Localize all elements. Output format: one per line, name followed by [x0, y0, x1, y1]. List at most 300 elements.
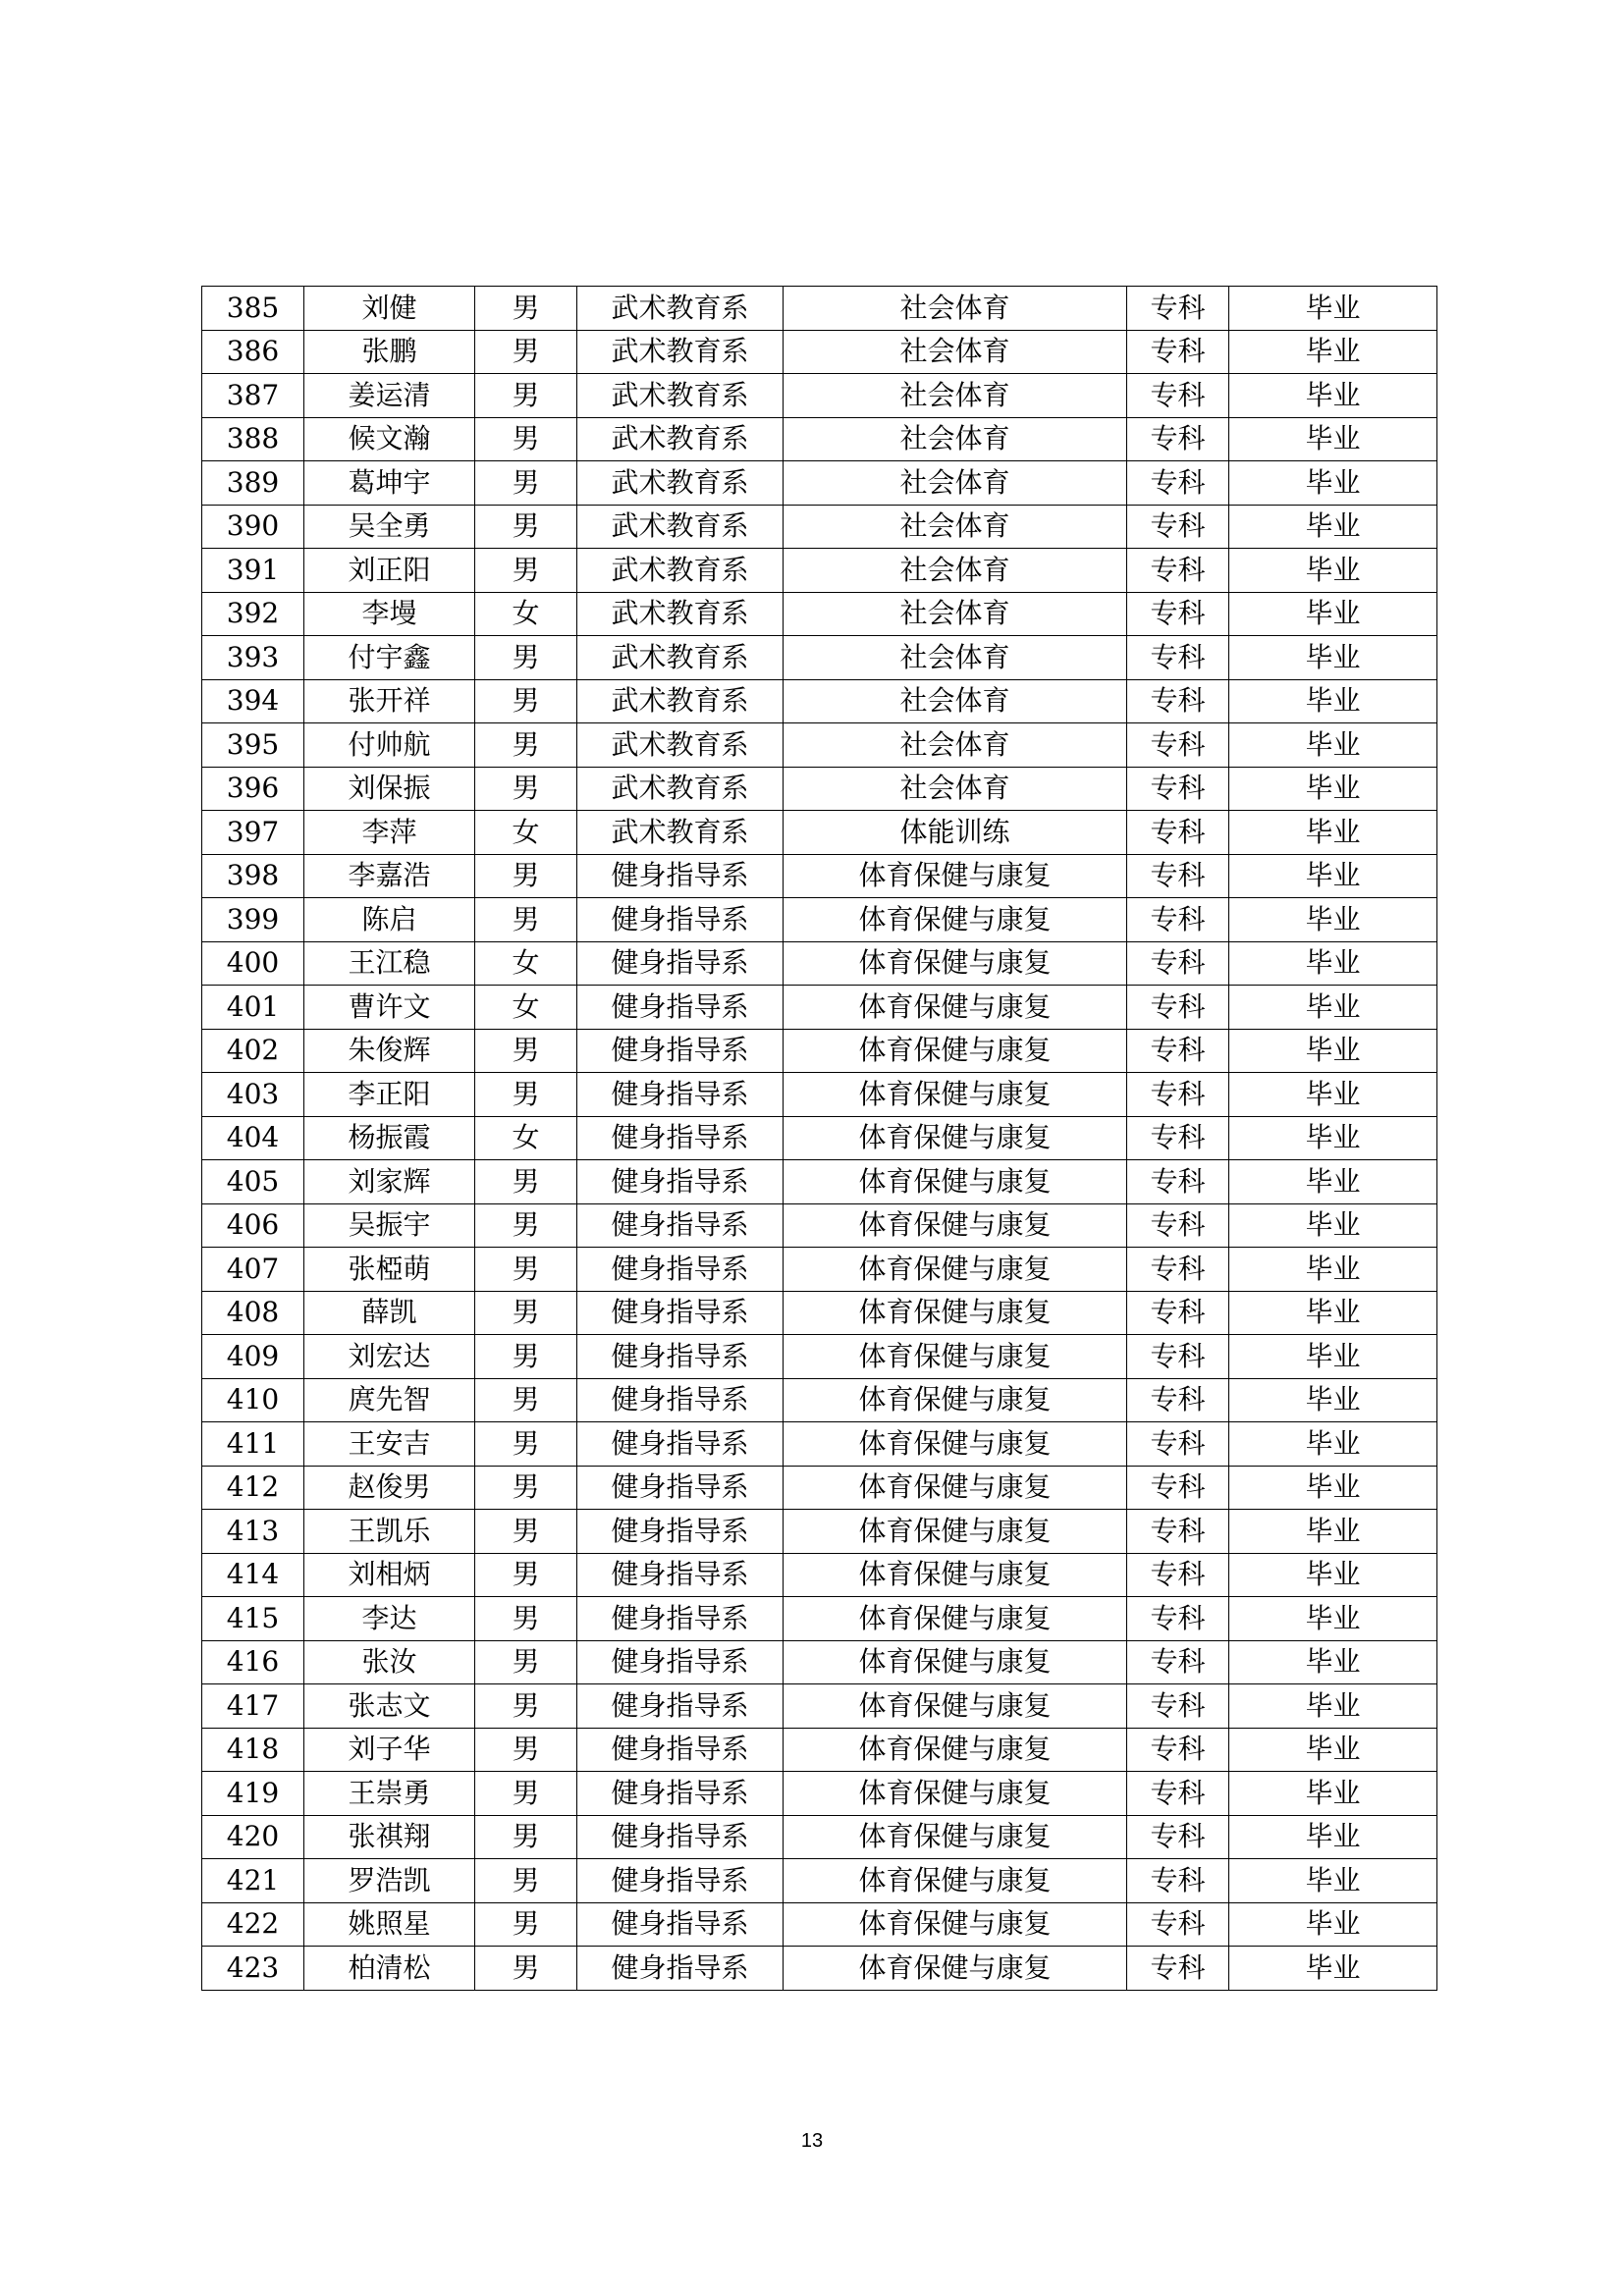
cell-level: 专科 — [1127, 330, 1229, 374]
cell-number: 414 — [202, 1553, 304, 1597]
cell-level: 专科 — [1127, 898, 1229, 942]
cell-level: 专科 — [1127, 1160, 1229, 1204]
cell-department: 健身指导系 — [577, 1597, 784, 1641]
cell-number: 408 — [202, 1291, 304, 1335]
cell-department: 健身指导系 — [577, 1248, 784, 1292]
cell-department: 健身指导系 — [577, 1378, 784, 1422]
table-row — [202, 1947, 1437, 1991]
cell-status: 毕业 — [1229, 1378, 1437, 1422]
cell-status: 毕业 — [1229, 1859, 1437, 1903]
cell-name: 刘子华 — [304, 1728, 475, 1772]
cell-number: 415 — [202, 1597, 304, 1641]
table-row — [202, 374, 1437, 418]
cell-number: 405 — [202, 1160, 304, 1204]
cell-status: 毕业 — [1229, 898, 1437, 942]
cell-number: 410 — [202, 1378, 304, 1422]
cell-name: 杨振霞 — [304, 1116, 475, 1160]
cell-major: 体育保健与康复 — [784, 1684, 1127, 1729]
cell-department: 武术教育系 — [577, 767, 784, 811]
cell-level: 专科 — [1127, 549, 1229, 593]
cell-status: 毕业 — [1229, 1335, 1437, 1379]
table-row — [202, 1073, 1437, 1117]
cell-major: 社会体育 — [784, 592, 1127, 636]
cell-department: 健身指导系 — [577, 1684, 784, 1729]
cell-gender: 男 — [475, 1422, 577, 1467]
cell-number: 416 — [202, 1640, 304, 1684]
cell-level: 专科 — [1127, 767, 1229, 811]
cell-name: 刘相炳 — [304, 1553, 475, 1597]
cell-status: 毕业 — [1229, 461, 1437, 506]
cell-gender: 男 — [475, 1203, 577, 1248]
cell-gender: 男 — [475, 1859, 577, 1903]
table-row — [202, 1859, 1437, 1903]
cell-status: 毕业 — [1229, 1073, 1437, 1117]
cell-level: 专科 — [1127, 1029, 1229, 1073]
cell-department: 健身指导系 — [577, 1291, 784, 1335]
cell-status: 毕业 — [1229, 287, 1437, 331]
cell-gender: 女 — [475, 811, 577, 855]
cell-status: 毕业 — [1229, 417, 1437, 461]
cell-gender: 男 — [475, 636, 577, 680]
cell-gender: 男 — [475, 1378, 577, 1422]
cell-number: 409 — [202, 1335, 304, 1379]
cell-name: 李达 — [304, 1597, 475, 1641]
cell-major: 体育保健与康复 — [784, 1510, 1127, 1554]
cell-gender: 男 — [475, 374, 577, 418]
cell-number: 400 — [202, 941, 304, 986]
cell-department: 武术教育系 — [577, 723, 784, 768]
cell-major: 体育保健与康复 — [784, 1902, 1127, 1947]
cell-name: 李萍 — [304, 811, 475, 855]
table-row — [202, 1684, 1437, 1729]
cell-status: 毕业 — [1229, 1466, 1437, 1510]
table-row — [202, 1335, 1437, 1379]
cell-level: 专科 — [1127, 1815, 1229, 1859]
cell-gender: 男 — [475, 898, 577, 942]
cell-level: 专科 — [1127, 941, 1229, 986]
cell-level: 专科 — [1127, 1902, 1229, 1947]
cell-level: 专科 — [1127, 854, 1229, 898]
cell-number: 403 — [202, 1073, 304, 1117]
cell-name: 刘保振 — [304, 767, 475, 811]
cell-status: 毕业 — [1229, 1116, 1437, 1160]
cell-department: 武术教育系 — [577, 374, 784, 418]
cell-major: 体育保健与康复 — [784, 986, 1127, 1030]
cell-status: 毕业 — [1229, 1203, 1437, 1248]
cell-name: 庹先智 — [304, 1378, 475, 1422]
cell-department: 健身指导系 — [577, 1510, 784, 1554]
cell-gender: 男 — [475, 1291, 577, 1335]
cell-gender: 女 — [475, 1116, 577, 1160]
cell-number: 389 — [202, 461, 304, 506]
cell-number: 404 — [202, 1116, 304, 1160]
table-row — [202, 330, 1437, 374]
cell-gender: 女 — [475, 986, 577, 1030]
cell-major: 社会体育 — [784, 636, 1127, 680]
table-row — [202, 767, 1437, 811]
cell-name: 吴振宇 — [304, 1203, 475, 1248]
cell-number: 386 — [202, 330, 304, 374]
cell-status: 毕业 — [1229, 1160, 1437, 1204]
cell-gender: 男 — [475, 723, 577, 768]
cell-gender: 男 — [475, 1553, 577, 1597]
cell-gender: 男 — [475, 1640, 577, 1684]
table-row — [202, 1029, 1437, 1073]
cell-level: 专科 — [1127, 1553, 1229, 1597]
cell-number: 418 — [202, 1728, 304, 1772]
cell-name: 张汝 — [304, 1640, 475, 1684]
cell-number: 391 — [202, 549, 304, 593]
cell-name: 薛凯 — [304, 1291, 475, 1335]
cell-gender: 男 — [475, 1772, 577, 1816]
cell-status: 毕业 — [1229, 1291, 1437, 1335]
table-row — [202, 898, 1437, 942]
cell-level: 专科 — [1127, 461, 1229, 506]
table-row — [202, 1116, 1437, 1160]
cell-number: 423 — [202, 1947, 304, 1991]
page-number: 13 — [800, 2130, 824, 2152]
cell-name: 吴全勇 — [304, 505, 475, 549]
cell-department: 健身指导系 — [577, 1553, 784, 1597]
cell-status: 毕业 — [1229, 1248, 1437, 1292]
cell-status: 毕业 — [1229, 854, 1437, 898]
cell-level: 专科 — [1127, 1728, 1229, 1772]
cell-name: 刘家辉 — [304, 1160, 475, 1204]
cell-number: 401 — [202, 986, 304, 1030]
cell-department: 健身指导系 — [577, 1772, 784, 1816]
cell-major: 体育保健与康复 — [784, 1422, 1127, 1467]
cell-level: 专科 — [1127, 1203, 1229, 1248]
cell-gender: 男 — [475, 1597, 577, 1641]
cell-gender: 男 — [475, 1335, 577, 1379]
cell-level: 专科 — [1127, 679, 1229, 723]
table-row — [202, 1772, 1437, 1816]
cell-level: 专科 — [1127, 986, 1229, 1030]
cell-name: 罗浩凯 — [304, 1859, 475, 1903]
table-row — [202, 1466, 1437, 1510]
cell-number: 397 — [202, 811, 304, 855]
table-row — [202, 854, 1437, 898]
cell-number: 411 — [202, 1422, 304, 1467]
cell-major: 体育保健与康复 — [784, 1335, 1127, 1379]
cell-gender: 男 — [475, 1510, 577, 1554]
cell-major: 社会体育 — [784, 287, 1127, 331]
cell-major: 体育保健与康复 — [784, 1553, 1127, 1597]
cell-major: 社会体育 — [784, 679, 1127, 723]
cell-gender: 男 — [475, 1466, 577, 1510]
cell-status: 毕业 — [1229, 767, 1437, 811]
cell-status: 毕业 — [1229, 1597, 1437, 1641]
cell-major: 社会体育 — [784, 374, 1127, 418]
table-row — [202, 505, 1437, 549]
cell-level: 专科 — [1127, 1378, 1229, 1422]
cell-number: 421 — [202, 1859, 304, 1903]
cell-level: 专科 — [1127, 1116, 1229, 1160]
cell-level: 专科 — [1127, 1335, 1229, 1379]
cell-department: 武术教育系 — [577, 636, 784, 680]
cell-level: 专科 — [1127, 417, 1229, 461]
cell-status: 毕业 — [1229, 1728, 1437, 1772]
cell-status: 毕业 — [1229, 1902, 1437, 1947]
cell-number: 413 — [202, 1510, 304, 1554]
cell-gender: 男 — [475, 1684, 577, 1729]
cell-status: 毕业 — [1229, 941, 1437, 986]
cell-number: 394 — [202, 679, 304, 723]
cell-gender: 男 — [475, 1815, 577, 1859]
cell-department: 健身指导系 — [577, 1335, 784, 1379]
cell-status: 毕业 — [1229, 1947, 1437, 1991]
cell-level: 专科 — [1127, 1510, 1229, 1554]
cell-level: 专科 — [1127, 1291, 1229, 1335]
cell-major: 体育保健与康复 — [784, 854, 1127, 898]
cell-name: 刘正阳 — [304, 549, 475, 593]
cell-major: 体育保健与康复 — [784, 1378, 1127, 1422]
cell-name: 柏清松 — [304, 1947, 475, 1991]
cell-status: 毕业 — [1229, 592, 1437, 636]
table-row — [202, 1248, 1437, 1292]
cell-department: 健身指导系 — [577, 1466, 784, 1510]
cell-gender: 男 — [475, 679, 577, 723]
cell-department: 健身指导系 — [577, 941, 784, 986]
table-row — [202, 1378, 1437, 1422]
table-row — [202, 941, 1437, 986]
cell-number: 387 — [202, 374, 304, 418]
cell-major: 社会体育 — [784, 549, 1127, 593]
table-row — [202, 1815, 1437, 1859]
table-row — [202, 1728, 1437, 1772]
cell-gender: 男 — [475, 1248, 577, 1292]
cell-name: 赵俊男 — [304, 1466, 475, 1510]
cell-gender: 男 — [475, 1073, 577, 1117]
cell-level: 专科 — [1127, 505, 1229, 549]
cell-name: 姜运清 — [304, 374, 475, 418]
cell-level: 专科 — [1127, 811, 1229, 855]
cell-number: 412 — [202, 1466, 304, 1510]
cell-name: 李墁 — [304, 592, 475, 636]
cell-level: 专科 — [1127, 636, 1229, 680]
cell-major: 体育保健与康复 — [784, 1116, 1127, 1160]
cell-number: 396 — [202, 767, 304, 811]
cell-number: 392 — [202, 592, 304, 636]
cell-major: 体育保健与康复 — [784, 898, 1127, 942]
cell-status: 毕业 — [1229, 636, 1437, 680]
cell-name: 刘健 — [304, 287, 475, 331]
cell-level: 专科 — [1127, 1684, 1229, 1729]
cell-number: 385 — [202, 287, 304, 331]
cell-name: 王崇勇 — [304, 1772, 475, 1816]
cell-department: 武术教育系 — [577, 549, 784, 593]
cell-major: 体育保健与康复 — [784, 1029, 1127, 1073]
cell-major: 体育保健与康复 — [784, 941, 1127, 986]
cell-department: 武术教育系 — [577, 417, 784, 461]
table-row — [202, 549, 1437, 593]
cell-number: 417 — [202, 1684, 304, 1729]
cell-major: 体育保健与康复 — [784, 1160, 1127, 1204]
cell-level: 专科 — [1127, 592, 1229, 636]
cell-status: 毕业 — [1229, 1640, 1437, 1684]
cell-major: 体育保健与康复 — [784, 1859, 1127, 1903]
cell-major: 体育保健与康复 — [784, 1728, 1127, 1772]
cell-gender: 男 — [475, 549, 577, 593]
cell-name: 李嘉浩 — [304, 854, 475, 898]
cell-name: 付帅航 — [304, 723, 475, 768]
cell-name: 王江稳 — [304, 941, 475, 986]
cell-gender: 男 — [475, 1160, 577, 1204]
cell-status: 毕业 — [1229, 986, 1437, 1030]
cell-status: 毕业 — [1229, 811, 1437, 855]
table-row — [202, 1640, 1437, 1684]
cell-gender: 男 — [475, 767, 577, 811]
cell-number: 388 — [202, 417, 304, 461]
cell-gender: 女 — [475, 592, 577, 636]
cell-level: 专科 — [1127, 1947, 1229, 1991]
cell-major: 体育保健与康复 — [784, 1815, 1127, 1859]
cell-department: 健身指导系 — [577, 1902, 784, 1947]
cell-level: 专科 — [1127, 287, 1229, 331]
table-body — [202, 287, 1437, 1991]
cell-gender: 男 — [475, 417, 577, 461]
cell-name: 张鹏 — [304, 330, 475, 374]
cell-department: 健身指导系 — [577, 1073, 784, 1117]
cell-major: 社会体育 — [784, 461, 1127, 506]
cell-level: 专科 — [1127, 723, 1229, 768]
cell-gender: 男 — [475, 1947, 577, 1991]
cell-number: 407 — [202, 1248, 304, 1292]
cell-level: 专科 — [1127, 1248, 1229, 1292]
table-row — [202, 1291, 1437, 1335]
cell-name: 曹许文 — [304, 986, 475, 1030]
cell-major: 社会体育 — [784, 505, 1127, 549]
cell-department: 武术教育系 — [577, 811, 784, 855]
cell-number: 402 — [202, 1029, 304, 1073]
table-row — [202, 1422, 1437, 1467]
cell-name: 张志文 — [304, 1684, 475, 1729]
cell-department: 健身指导系 — [577, 898, 784, 942]
cell-status: 毕业 — [1229, 1815, 1437, 1859]
table-row — [202, 1203, 1437, 1248]
table-row — [202, 1160, 1437, 1204]
table-row — [202, 679, 1437, 723]
cell-name: 王凯乐 — [304, 1510, 475, 1554]
table-row — [202, 1553, 1437, 1597]
student-table-container — [201, 286, 1436, 1991]
cell-major: 体育保健与康复 — [784, 1291, 1127, 1335]
cell-status: 毕业 — [1229, 1029, 1437, 1073]
cell-level: 专科 — [1127, 1772, 1229, 1816]
cell-status: 毕业 — [1229, 723, 1437, 768]
table-row — [202, 811, 1437, 855]
cell-department: 武术教育系 — [577, 461, 784, 506]
cell-major: 体育保健与康复 — [784, 1466, 1127, 1510]
cell-name: 张椏萌 — [304, 1248, 475, 1292]
cell-level: 专科 — [1127, 1859, 1229, 1903]
cell-major: 社会体育 — [784, 723, 1127, 768]
cell-department: 健身指导系 — [577, 1640, 784, 1684]
cell-gender: 男 — [475, 1728, 577, 1772]
cell-major: 体育保健与康复 — [784, 1248, 1127, 1292]
cell-department: 武术教育系 — [577, 505, 784, 549]
cell-name: 张祺翔 — [304, 1815, 475, 1859]
cell-major: 社会体育 — [784, 767, 1127, 811]
cell-status: 毕业 — [1229, 1553, 1437, 1597]
cell-number: 420 — [202, 1815, 304, 1859]
cell-department: 健身指导系 — [577, 1160, 784, 1204]
cell-name: 王安吉 — [304, 1422, 475, 1467]
cell-status: 毕业 — [1229, 549, 1437, 593]
table-row — [202, 461, 1437, 506]
cell-major: 体育保健与康复 — [784, 1947, 1127, 1991]
cell-name: 张开祥 — [304, 679, 475, 723]
cell-number: 395 — [202, 723, 304, 768]
table-row — [202, 592, 1437, 636]
cell-gender: 女 — [475, 941, 577, 986]
cell-gender: 男 — [475, 854, 577, 898]
cell-name: 李正阳 — [304, 1073, 475, 1117]
cell-gender: 男 — [475, 1029, 577, 1073]
cell-gender: 男 — [475, 461, 577, 506]
cell-level: 专科 — [1127, 374, 1229, 418]
cell-number: 422 — [202, 1902, 304, 1947]
cell-department: 健身指导系 — [577, 1422, 784, 1467]
cell-number: 393 — [202, 636, 304, 680]
table-row — [202, 986, 1437, 1030]
cell-department: 健身指导系 — [577, 1815, 784, 1859]
cell-gender: 男 — [475, 1902, 577, 1947]
table-row — [202, 636, 1437, 680]
cell-major: 社会体育 — [784, 417, 1127, 461]
cell-name: 姚照星 — [304, 1902, 475, 1947]
cell-status: 毕业 — [1229, 1772, 1437, 1816]
cell-major: 体育保健与康复 — [784, 1597, 1127, 1641]
cell-department: 武术教育系 — [577, 592, 784, 636]
cell-gender: 男 — [475, 505, 577, 549]
cell-name: 葛坤宇 — [304, 461, 475, 506]
cell-major: 体育保健与康复 — [784, 1772, 1127, 1816]
cell-level: 专科 — [1127, 1640, 1229, 1684]
cell-department: 健身指导系 — [577, 1728, 784, 1772]
student-table — [201, 286, 1437, 1991]
table-row — [202, 417, 1437, 461]
table-row — [202, 287, 1437, 331]
cell-number: 390 — [202, 505, 304, 549]
cell-major: 体育保健与康复 — [784, 1640, 1127, 1684]
cell-number: 398 — [202, 854, 304, 898]
cell-major: 体育保健与康复 — [784, 1203, 1127, 1248]
cell-name: 陈启 — [304, 898, 475, 942]
table-row — [202, 1597, 1437, 1641]
cell-number: 419 — [202, 1772, 304, 1816]
cell-department: 武术教育系 — [577, 330, 784, 374]
cell-number: 406 — [202, 1203, 304, 1248]
cell-department: 健身指导系 — [577, 1859, 784, 1903]
cell-gender: 男 — [475, 330, 577, 374]
cell-status: 毕业 — [1229, 1422, 1437, 1467]
table-row — [202, 1902, 1437, 1947]
cell-level: 专科 — [1127, 1466, 1229, 1510]
cell-major: 体能训练 — [784, 811, 1127, 855]
cell-status: 毕业 — [1229, 1684, 1437, 1729]
cell-name: 刘宏达 — [304, 1335, 475, 1379]
cell-department: 健身指导系 — [577, 1029, 784, 1073]
cell-status: 毕业 — [1229, 330, 1437, 374]
cell-name: 朱俊辉 — [304, 1029, 475, 1073]
cell-department: 健身指导系 — [577, 1116, 784, 1160]
cell-major: 社会体育 — [784, 330, 1127, 374]
cell-gender: 男 — [475, 287, 577, 331]
cell-department: 健身指导系 — [577, 1203, 784, 1248]
cell-department: 武术教育系 — [577, 287, 784, 331]
table-row — [202, 723, 1437, 768]
